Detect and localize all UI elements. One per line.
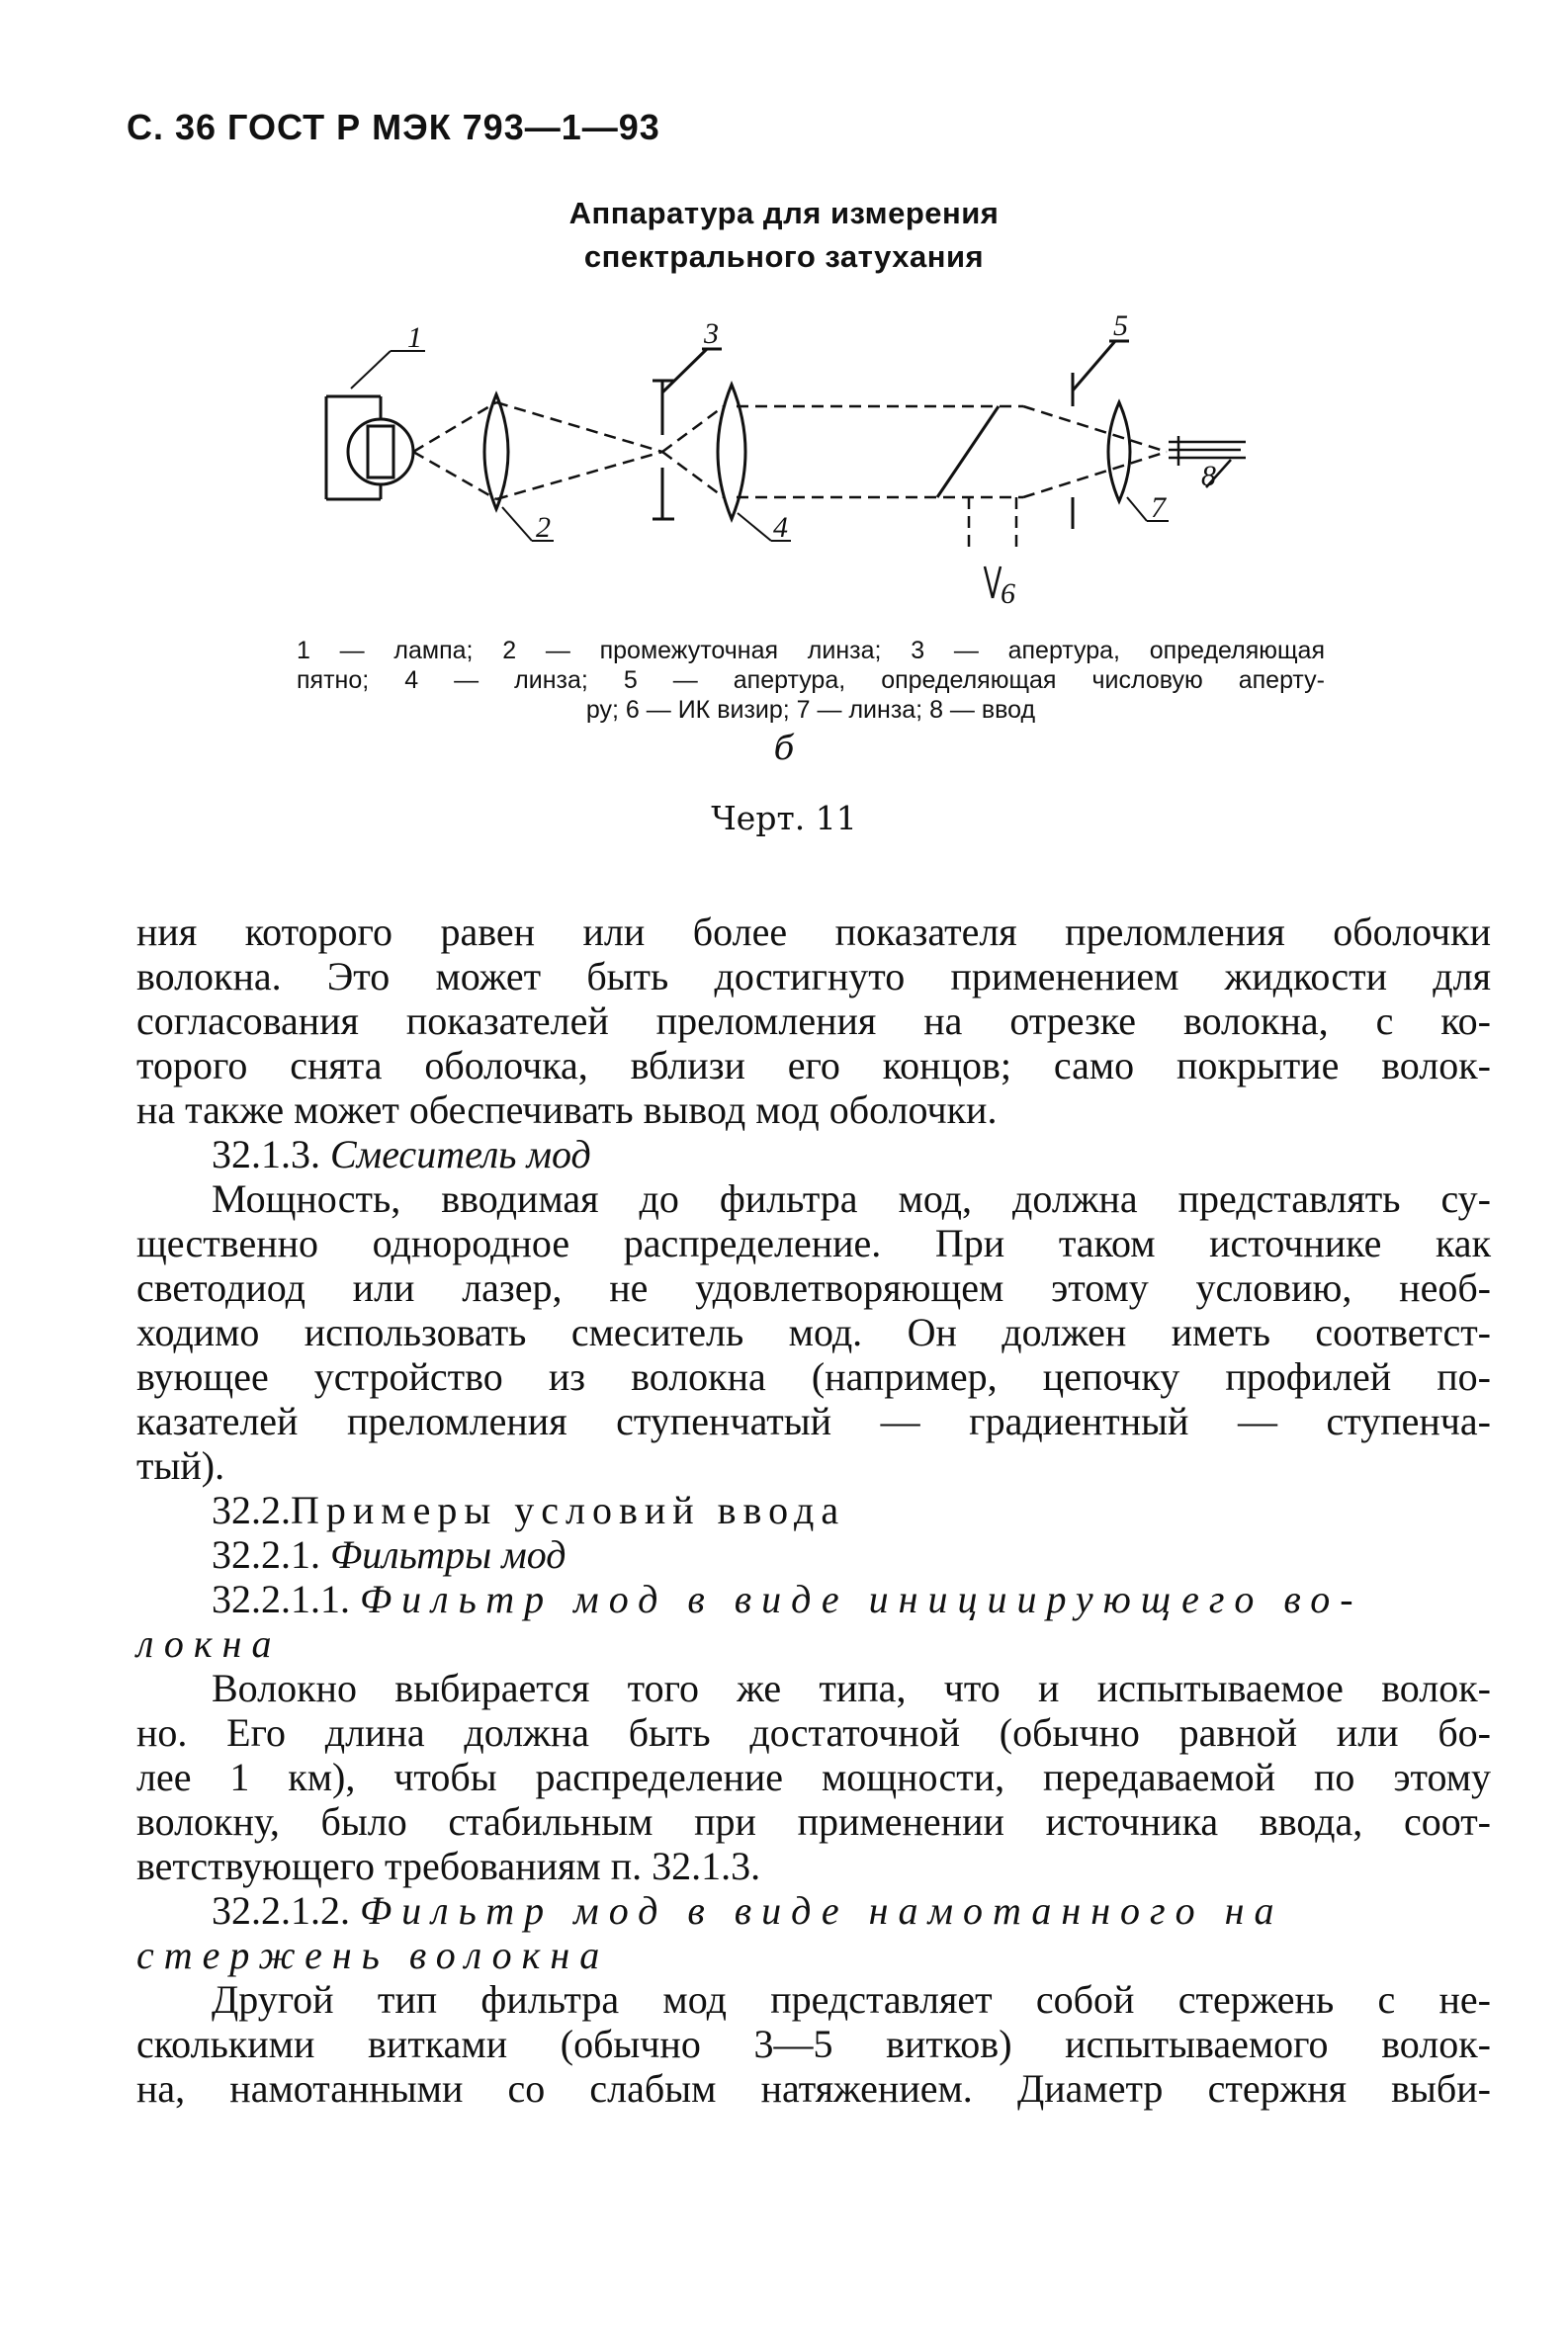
figure-legend-line-2: пятно; 4 — линза; 5 — апертура, определяющая числовую аперту-	[297, 666, 1325, 694]
section-number: 32.2.	[212, 1488, 291, 1532]
label-leaders	[351, 351, 1169, 541]
section-heading-32-1-3	[136, 1132, 1491, 1176]
label-7: 7	[1151, 491, 1166, 524]
text-line: казателей преломления ступенчатый — градиентный — ступенча-	[136, 1399, 1491, 1443]
section-heading-32-2-1-2-cont	[136, 1933, 1491, 1977]
text-line: торого снята оболочка, вблизи его концов; само покрытие волок-	[136, 1043, 1491, 1087]
text-line: Волокно выбирается того же типа, что и испытываемое волок-	[212, 1666, 1491, 1710]
lamp	[326, 396, 413, 499]
section-heading-32-2	[136, 1488, 1491, 1532]
figure-title-line-2: спектрального затухания	[583, 239, 985, 274]
light-beam	[413, 402, 1167, 549]
section-title: Примеры условий ввода	[291, 1488, 846, 1532]
text-line: на, намотанными со слабым натяжением. Диаметр стержня выби-	[136, 2066, 1491, 2111]
figure-title-line-1: Аппаратура для измерения	[568, 196, 1000, 230]
label-6: 6	[1001, 577, 1015, 608]
figure-legend-line-1: 1 — лампа; 2 — промежуточная линза; 3 — апертура, определяющая	[297, 637, 1325, 664]
text-line: но. Его длина должна быть достаточной (обычно равной или бо-	[136, 1710, 1491, 1755]
text-line: волокна. Это может быть достигнуто применением жидкости для	[136, 954, 1491, 998]
section-title: Фильтр мод в виде намотанного на	[360, 1888, 1284, 1933]
mirror	[937, 406, 999, 497]
text-line: на также может обеспечивать вывод мод оболочки.	[136, 1087, 998, 1132]
text-line: ходимо использовать смеситель мод. Он должен иметь соответст-	[136, 1310, 1491, 1354]
ir-viewer	[985, 566, 1001, 598]
section-heading-32-2-1-2	[136, 1888, 1491, 1933]
section-title: стержень волокна	[136, 1933, 610, 1977]
output-lens	[1108, 402, 1130, 501]
section-title: Смеситель мод	[330, 1132, 591, 1176]
figure-legend-line-3: ру; 6 — ИК визир; 7 — линза; 8 — ввод	[585, 696, 1036, 724]
section-title: Фильтр мод в виде инициирующего во-	[360, 1577, 1363, 1621]
intermediate-lens	[484, 394, 508, 509]
spectral-attenuation-apparatus-diagram	[316, 311, 1325, 608]
diagram-labels	[407, 311, 1216, 608]
text-line: согласования показателей преломления на отрезке волокна, с ко-	[136, 998, 1491, 1043]
body-text	[136, 910, 1491, 2111]
text-line: волокну, было стабильным при применении источника ввода, соот-	[136, 1799, 1491, 1844]
text-line: ния которого равен или более показателя преломления оболочки	[136, 910, 1491, 954]
figure-number: Черт. 11	[711, 799, 857, 837]
label-1: 1	[407, 321, 422, 354]
section-number: 32.2.1.	[212, 1532, 320, 1577]
text-line: ветствующего требованиям п. 32.1.3.	[136, 1844, 761, 1888]
text-line: Мощность, вводимая до фильтра мод, должна представлять су-	[212, 1176, 1491, 1221]
page-header: С. 36 ГОСТ Р МЭК 793—1—93	[127, 107, 660, 147]
text-line: тый).	[136, 1443, 225, 1488]
label-2: 2	[536, 511, 551, 544]
section-heading-32-2-1-1	[136, 1577, 1491, 1621]
text-line: сколькими витками (обычно 3—5 витков) испытываемого волок-	[136, 2022, 1491, 2066]
section-number: 32.2.1.1.	[212, 1577, 350, 1621]
lens	[718, 385, 745, 519]
label-3: 3	[704, 317, 719, 350]
section-title: Фильтры мод	[330, 1532, 566, 1577]
section-number: 32.2.1.2.	[212, 1888, 350, 1933]
section-title: локна	[136, 1621, 282, 1666]
text-line: светодиод или лазер, не удовлетворяющем этому условию, необ-	[136, 1265, 1491, 1310]
section-number: 32.1.3.	[212, 1132, 320, 1176]
label-5: 5	[1113, 311, 1128, 342]
text-line: щественно однородное распределение. При таком источнике как	[136, 1221, 1491, 1265]
section-heading-32-2-1	[136, 1532, 1491, 1577]
section-heading-32-2-1-1-cont	[136, 1621, 1491, 1666]
figure-sub-label: б	[773, 729, 795, 768]
label-8: 8	[1201, 460, 1216, 492]
text-line: лее 1 км), чтобы распределение мощности, передаваемой по этому	[136, 1755, 1491, 1799]
text-line: Другой тип фильтра мод представляет собой стержень с не-	[212, 1977, 1491, 2022]
label-4: 4	[773, 511, 788, 544]
text-line: вующее устройство из волокна (например, цепочку профилей по-	[136, 1354, 1491, 1399]
